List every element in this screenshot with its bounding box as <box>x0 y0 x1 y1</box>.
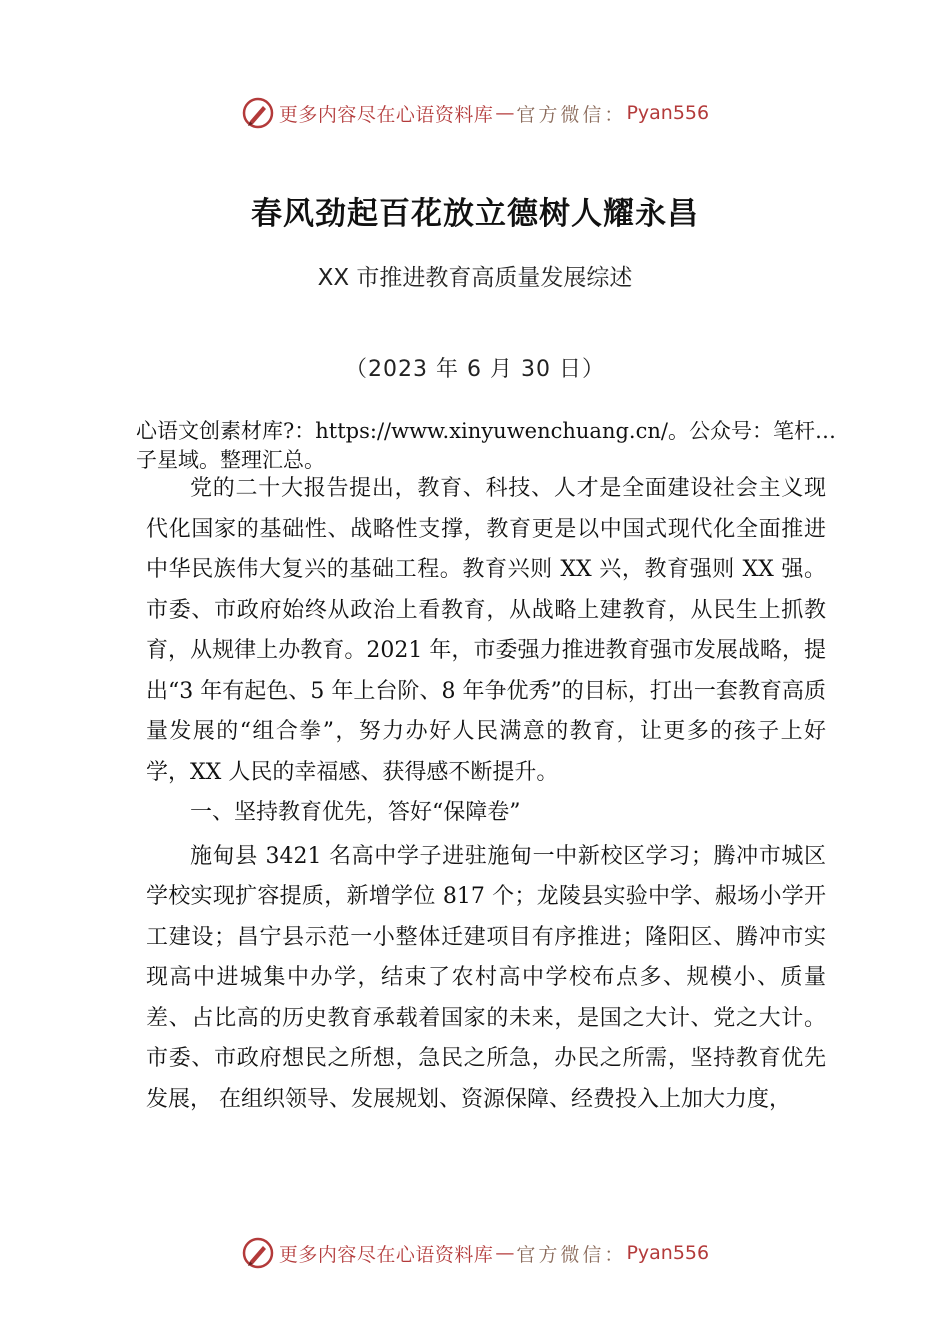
watermark-separator: — <box>495 102 515 124</box>
document-subtitle: XX 市推进教育高质量发展综述 <box>317 265 633 291</box>
watermark-wechat-id: Pyan556 <box>626 102 710 124</box>
watermark-wechat-label: 官方微信： <box>516 103 627 126</box>
body-paragraph: 施甸县 3421 名高中学子进驻施甸一中新校区学习；腾冲市城区学校实现扩容提质，新增学位 817 个；龙陵县实验中学、赧场小学开工建设；昌宁县示范一小整体迁建项目有序推进；隆阳区、腾冲市实现高中进城集中办学，结束了农村高中学校布点多、规模小、质量差、占比高的历史教育承载着国家的未来，是国之大计、党之大计。市委、市政府想民之所想，急民之所急，办民之所需，坚持教育优先发展， 在组织领导、发展规划、资源保障、经费投入上加大力度， <box>146 843 826 1112</box>
footer-watermark <box>0 1233 950 1273</box>
watermark-wechat-label: 官方微信： <box>516 1243 627 1266</box>
document-date: （2023 年 6 月 30 日） <box>345 357 605 382</box>
pen-logo-icon <box>241 1236 275 1270</box>
watermark-separator: — <box>495 1242 515 1264</box>
watermark-text: 更多内容尽在心语资料库 <box>278 103 494 126</box>
watermark-wechat-id: Pyan556 <box>626 1242 710 1264</box>
watermark-text: 更多内容尽在心语资料库 <box>278 1243 494 1266</box>
pen-logo-icon <box>241 96 275 130</box>
document-title: 春风劲起百花放立德树人耀永昌 <box>251 196 699 232</box>
source-note: 心语文创素材库?：https://www.xinyuwenchuang.cn/。公众号：笔杆…子星域。整理汇总。 <box>136 419 836 472</box>
header-watermark <box>0 93 950 133</box>
document-body <box>146 469 826 1120</box>
body-paragraph: 党的二十大报告提出，教育、科技、人才是全面建设社会主义现代化国家的基础性、战略性支撑，教育更是以中国式现代化全面推进中华民族伟大复兴的基础工程。教育兴则 XX 兴，教育强则 XX 强。市委、市政府始终从政治上看教育，从战略上建教育，从民生上抓教育，从规律上办教育。2021 年，市委强力推进教育强市发展战略，提出“3 年有起色、5 年上台阶、8 年争优秀”的目标，打出一套教育高质量发展的“组合拳”，努力办好人民满意的教育，让更多的孩子上好学，XX 人民的幸福感、获得感不断提升。 <box>146 476 826 785</box>
section-heading: 一、坚持教育优先，答好“保障卷” <box>190 800 521 825</box>
